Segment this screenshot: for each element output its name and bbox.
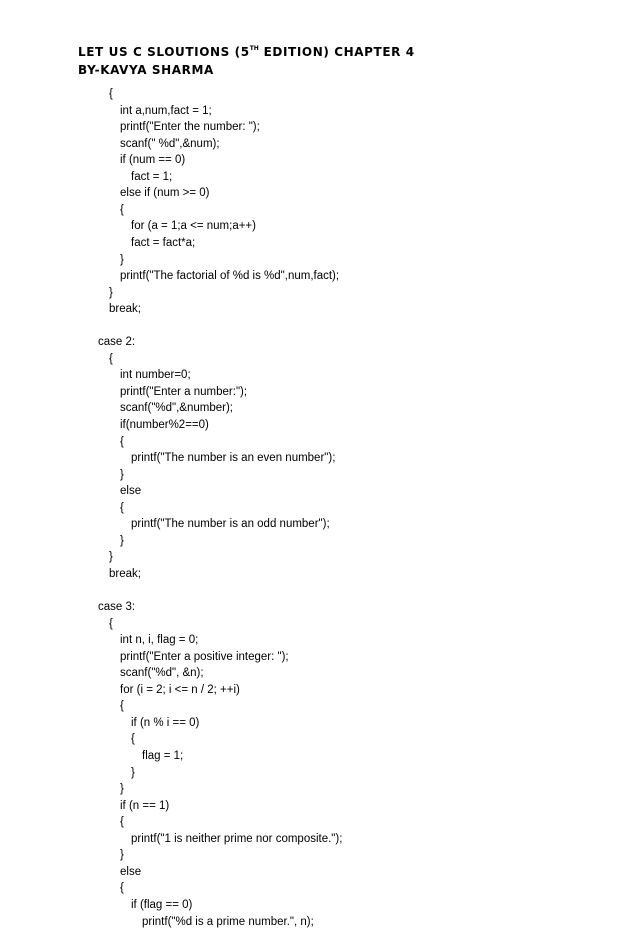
code-line: scanf("%d", &n); [120, 667, 204, 680]
code-line: if (n % i == 0) [131, 716, 200, 729]
code-line: printf("Enter a positive integer: "); [120, 650, 289, 663]
code-line: int number=0; [120, 369, 191, 382]
document-header [78, 40, 415, 79]
code-line: } [131, 766, 135, 779]
code-line: printf("1 is neither prime nor composite."); [131, 832, 343, 845]
code-line: { [109, 352, 113, 365]
code-line: printf("%d is a prime number.", n); [142, 915, 314, 928]
code-line: { [109, 617, 113, 630]
code-line: printf("Enter the number: "); [120, 121, 260, 134]
code-line: flag = 1; [142, 750, 184, 762]
code-line: else if (num >= 0) [120, 187, 210, 200]
code-line: printf("The number is an odd number"); [131, 518, 330, 531]
code-line: if(number%2==0) [120, 419, 209, 431]
code-line: { [120, 700, 124, 713]
code-line: } [120, 534, 124, 547]
code-line: if (num == 0) [120, 154, 186, 167]
code-line: scanf(" %d",&num); [120, 137, 220, 150]
code-line: case 3: [98, 601, 136, 614]
code-line: else [120, 485, 142, 498]
document-author: BY-KAVYA SHARMA [78, 63, 214, 77]
code-line: break; [109, 567, 141, 580]
code-line: printf("The factorial of %d is %d",num,fact); [120, 270, 340, 283]
code-line: { [109, 88, 113, 100]
title-prefix: LET US C SLOUTIONS (5 [78, 45, 250, 59]
code-line: for (i = 2; i <= n / 2; ++i) [120, 683, 240, 696]
code-line: int a,num,fact = 1; [120, 104, 212, 117]
title-superscript: TH [249, 45, 259, 52]
code-line: { [120, 203, 124, 216]
code-line: } [120, 783, 124, 796]
code-line: else [120, 865, 142, 878]
code-line: scanf("%d",&number); [120, 402, 233, 415]
code-line: { [120, 435, 124, 448]
code-line: { [120, 501, 124, 514]
code-line: { [120, 882, 124, 895]
code-line: } [109, 551, 113, 564]
code-line: } [120, 253, 124, 266]
code-line: break; [109, 303, 141, 316]
code-line: if (flag == 0) [131, 898, 193, 911]
code-line: printf("The number is an even number"); [131, 452, 336, 465]
code-line: { [131, 733, 135, 746]
code-line: { [120, 816, 124, 829]
code-line: fact = fact*a; [131, 236, 196, 249]
code-line: for (a = 1;a <= num;a++) [131, 220, 256, 233]
code-line: printf("Enter a number:"); [120, 385, 248, 398]
code-line: } [120, 849, 124, 862]
code-line: int n, i, flag = 0; [120, 634, 199, 647]
document-title [78, 40, 415, 61]
code-line: } [109, 286, 113, 299]
code-line: fact = 1; [131, 170, 173, 183]
code-line: } [120, 468, 124, 481]
code-line: if (n == 1) [120, 799, 170, 812]
title-suffix: EDITION) CHAPTER 4 [258, 45, 415, 59]
code-line: case 2: [98, 336, 136, 349]
